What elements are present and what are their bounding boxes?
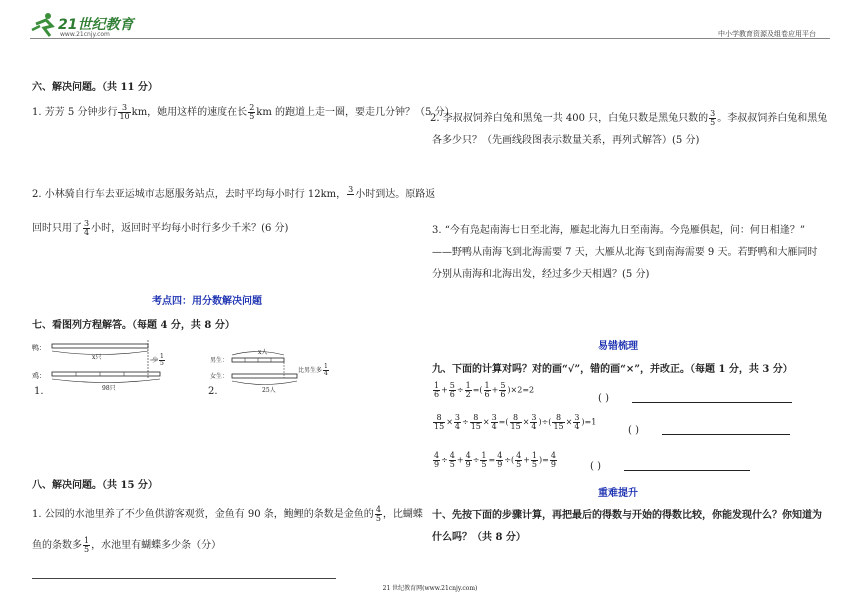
numerator: 1 [84,536,90,545]
fraction [375,506,382,523]
denominator: 15 [434,422,445,431]
section-10-title-line1: 十、先按下面的步骤计算，再把最后的得数与开始的得数比较，你能发现什么？你知道为 [432,510,822,521]
answer-paren-3[interactable]: ( ) [590,461,601,472]
numerator: 1 [324,363,328,370]
footer-text: 21 世纪教育网(www.21cnjy.com) [382,585,478,592]
numerator: 3 [454,413,460,422]
denominator: 6 [484,390,490,399]
numerator: 2 [249,103,255,112]
numerator: 3 [348,185,354,194]
answer-blank-1[interactable] [632,392,792,403]
section-10-title-line2: 什么吗？（共 8 分） [432,532,526,543]
fraction [449,452,456,469]
fig2-ratio-text: 比男生多 [298,367,323,374]
numerator: 1 [484,381,490,390]
fig2-number: 2. [208,386,218,397]
logo-title: 21世纪教育 [58,17,134,33]
q6-2-text-b: 小时到达。原路返 [355,189,436,200]
fraction [465,452,472,469]
numerator: 4 [550,451,556,460]
fraction [454,414,461,431]
fraction [496,452,503,469]
fraction [159,354,165,367]
fraction [248,104,255,121]
q6-2-line2-a: 回时只用了 [32,223,82,234]
denominator: 5 [375,514,381,523]
fraction [118,104,130,121]
numerator: 3 [118,104,130,113]
footer-rule [32,578,336,579]
fig1-number: 1. [34,386,44,397]
fraction [323,364,329,377]
header-rule [30,38,830,39]
denominator: 4 [531,422,537,431]
denominator [347,195,354,203]
fig2-male-label: 男生： [210,357,229,364]
q8-1-text-b: ，比蝴蝶 [382,509,423,520]
fraction [709,110,716,127]
fig1-x-label: x只 [92,354,102,361]
fraction [433,414,445,431]
answer-blank-3[interactable] [624,460,750,471]
numerator: 3 [531,413,537,422]
fraction [470,414,482,431]
numerator: 3 [574,413,580,422]
denominator: 6 [449,390,455,399]
numerator: 4 [465,451,471,460]
fraction [465,382,472,399]
figure-2 [210,348,360,398]
logo-url: www.21cnjy.com [60,31,110,38]
fraction [491,414,498,431]
denominator: 9 [497,460,503,469]
fig1-bottom-label: 98只 [102,385,116,392]
denominator: 15 [553,422,564,431]
fraction [552,414,564,431]
runner-logo-icon [30,12,58,38]
fraction [449,382,456,399]
section-6-title: 六、解决问题。（共 11 分） [32,82,158,93]
denominator: 15 [510,422,521,431]
question-8-1-line1 [32,506,423,523]
numerator: 8 [552,414,564,423]
q6-2-line2-b: 小时，返回时平均每小时行多少千米？(6 分) [91,223,289,234]
denominator: 5 [481,460,487,469]
question-6-r2-line1 [430,110,827,127]
question-8-1-line2 [32,537,221,554]
numerator: 3 [491,413,497,422]
q6-2-text-a: 2. 小林骑自行车去亚运城市志愿服务站点，去时平均每小时行 12km， [32,189,347,200]
calc-2: $\frac{8}{15}$ × $\frac{3}{4}$ ÷ $\frac{8}{15}$ × $\frac{3}{4}$ =( $\frac{8}{15}$ × $\frac{3}{4}$ )÷( $\frac{8}{15}$ × $\frac{3}{4}$ )=1 [434,413,597,431]
question-6-r2-line2: 各多少只？（先画线段图表示数量关系，再列式解答）(5 分) [432,135,700,146]
fraction [480,452,487,469]
numerator: 1 [531,451,537,460]
section-9-title: 九、下面的计算对吗？对的画“√”，错的画“×”，并改正。（每题 1 分，共 3 分） [432,364,793,375]
denominator: 15 [470,422,481,431]
q8-1-text-a: 1. 公园的水池里养了不少鱼供游客观赏，金鱼有 90 条，鲍鲤的条数是金鱼的 [32,509,374,520]
fig1-duck-label: 鸭： [32,344,46,352]
question-6-2-line2 [32,220,288,237]
platform-name: 中小学教育资源及组卷应用平台 [718,30,816,38]
yicuo-heading: 易错梳理 [598,341,638,352]
fraction [515,452,522,469]
numerator: 3 [710,109,716,118]
numerator: 8 [433,414,445,423]
numerator: 8 [470,414,482,423]
numerator: 4 [449,451,455,460]
denominator: 6 [500,390,506,399]
denominator: 5 [516,460,522,469]
section-8-title: 八、解决问题。（共 15 分） [32,480,158,491]
fraction [433,452,440,469]
q6-r2-text-b: 。李叔叔饲养白兔和黑兔 [717,113,828,124]
fraction [484,382,491,399]
numerator: 5 [500,381,506,390]
denominator: 4 [574,422,580,431]
numerator: 4 [375,505,381,514]
question-6-r3-line3: 分别从南海和北海出发，经过多少天相遇？(5 分) [432,269,650,280]
denominator: 6 [434,390,440,399]
denominator: 4 [84,228,90,237]
numerator: 4 [516,451,522,460]
section-7-title: 七、看图列方程解答。（每题 4 分，共 8 分） [32,320,235,331]
denominator: 2 [465,390,471,399]
numerator: 1 [434,381,440,390]
q6-1-text-c: km 的跑道上走一圈，要走几分钟？（5 分） [256,107,455,118]
fig2-ratio-note [298,364,330,378]
denominator: 9 [465,460,471,469]
denominator: 4 [454,422,460,431]
denominator: 5 [531,460,537,469]
q6-1-text-b: km，她用这样的速度在长 [131,107,248,118]
denominator: 5 [710,118,716,127]
question-6-1 [32,104,455,121]
denominator: 9 [550,460,556,469]
numerator: 4 [434,451,440,460]
fraction [499,382,506,399]
fig2-bottom-label: 25人 [262,387,276,394]
fraction [83,220,90,237]
q8-1-line2-a: 鱼的条数多 [32,540,82,551]
fraction [531,452,538,469]
kaodian-4-heading: 考点四：用分数解决问题 [152,296,262,307]
numerator: 1 [160,353,164,360]
fig1-chicken-label: 鸡： [32,372,46,380]
question-6-2-line1 [32,186,435,203]
numerator: 1 [481,451,487,460]
fraction [573,414,580,431]
denominator: 10 [119,112,130,121]
fig1-ratio-note: 少 $\frac{1}{5}$ [152,353,164,367]
answer-blank-2[interactable] [662,424,790,435]
denominator: 5 [160,360,164,367]
answer-paren-2[interactable]: ( ) [628,425,639,436]
figure-1 [32,338,182,408]
denominator: 5 [249,112,255,121]
fraction [433,382,440,399]
fraction [530,414,537,431]
q6-1-text-a: 1. 芳芳 5 分钟步行 [32,107,118,118]
numerator: 8 [510,414,522,423]
denominator: 4 [324,370,328,377]
question-6-r3-line1: 3. “今有凫起南海七日至北海，雁起北海九日至南海。今凫雁俱起，问：何日相逢？” [432,225,805,236]
fig2-female-label: 女生： [210,373,229,380]
zhongnan-heading: 重难提升 [598,488,638,499]
numerator: 4 [497,451,503,460]
fig2-x-label: x人 [258,349,268,356]
calc-1: $\frac{1}{6}$ + $\frac{5}{6}$ ÷ $\frac{1}{2}$ =( $\frac{1}{6}$ + $\frac{5}{6}$ )×2=2 [434,381,535,399]
fraction [347,186,354,203]
numerator: 5 [449,381,455,390]
denominator: 5 [449,460,455,469]
calc-3: $\frac{4}{9}$ ÷ $\frac{4}{5}$ + $\frac{4}{9}$ ÷ $\frac{1}{5}$ = $\frac{4}{9}$ ÷( $\frac{4}{5}$ + $\frac{1}{5}$ )= $\frac{4}{9}$ [434,451,556,469]
question-6-r3-line2: ——野鸭从南海飞到北海需要 7 天，大雁从北海飞到南海需要 9 天。若野鸭和大雁同时 [432,247,818,258]
denominator: 5 [84,545,90,554]
denominator: 4 [491,422,497,431]
fraction [83,537,90,554]
answer-paren-1[interactable]: ( ) [598,393,609,404]
fraction [510,414,522,431]
q8-1-line2-b: ，水池里有蝴蝶多少条（分） [91,540,222,551]
fraction [550,452,557,469]
numerator: 1 [465,381,471,390]
q6-r2-text-a: 2. 李叔叔饲养白兔和黑兔一共 400 只，白兔只数是黑兔只数的 [430,113,709,124]
denominator: 9 [434,460,440,469]
numerator: 3 [84,219,90,228]
